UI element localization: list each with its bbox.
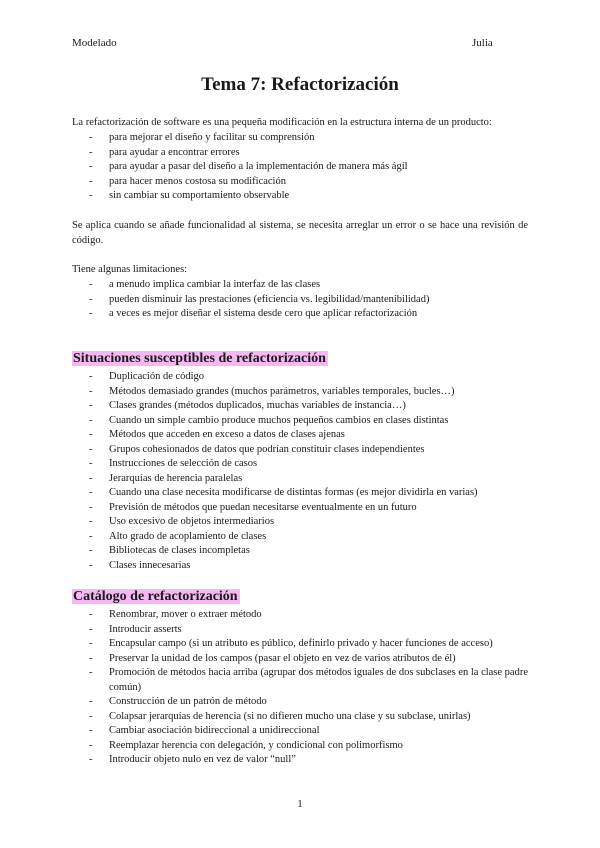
list-item: - Clases grandes (métodos duplicados, muchas variables de instancia…) — [72, 399, 528, 414]
list-item: - Uso excesivo de objetos intermediarios — [72, 515, 528, 530]
section-heading-catalog-text: Catálogo de refactorización — [73, 589, 238, 604]
list-item: - Jerarquías de herencia paralelas — [72, 472, 528, 487]
list-item: - Encapsular campo (si un atributo es público, definirlo privado y hacer funciones de acceso) — [72, 637, 528, 652]
list-item: - para hacer menos costosa su modificación — [72, 175, 528, 190]
section-heading-situations-text: Situaciones susceptibles de refactorización — [73, 351, 326, 366]
list-item: - Grupos cohesionados de datos que podrían constituir clases independientes — [72, 443, 528, 458]
list-item: - Clases innecesarias — [72, 559, 528, 574]
list-item: - a menudo implica cambiar la interfaz de las clases — [72, 278, 528, 293]
section-heading-situations — [72, 350, 328, 368]
list-item: - Métodos demasiado grandes (muchos parámetros, variables temporales, bucles…) — [72, 385, 528, 400]
situations-list — [72, 370, 528, 573]
header-left: Modelado — [72, 37, 117, 49]
applies-paragraph: Se aplica cuando se añade funcionalidad al sistema, se necesita arreglar un error o se hace una revisión de código. — [72, 220, 528, 246]
section-heading-catalog — [72, 588, 240, 606]
list-item: - Cambiar asociación bidireccional a unidireccional — [72, 724, 528, 739]
list-item: - Renombrar, mover o extraer método — [72, 608, 528, 623]
list-item: - Bibliotecas de clases incompletas — [72, 544, 528, 559]
list-item: - Métodos que acceden en exceso a datos de clases ajenas — [72, 428, 528, 443]
list-item: - pueden disminuir las prestaciones (eficiencia vs. legibilidad/mantenibilidad) — [72, 293, 528, 308]
list-item: - Construcción de un patrón de método — [72, 695, 528, 710]
list-item: - Preservar la unidad de los campos (pasar el objeto en vez de varios atributos de él) — [72, 652, 528, 667]
intro-paragraph: La refactorización de software es una pequeña modificación en la estructura interna de un producto: — [72, 117, 492, 128]
list-item: - para ayudar a encontrar errores — [72, 146, 528, 161]
limitations-list — [72, 278, 528, 322]
list-item: - Promoción de métodos hacia arriba (agrupar dos métodos iguales de dos subclases en la clase padre común) — [72, 666, 528, 695]
page-title: Tema 7: Refactorización — [201, 74, 399, 95]
list-item: - para ayudar a pasar del diseño a la implementación de manera más ágil — [72, 160, 528, 175]
limitations-paragraph: Tiene algunas limitaciones: — [72, 264, 188, 275]
list-item: - Introducir asserts — [72, 623, 528, 638]
list-item: - Cuando una clase necesita modificarse de distintas formas (es mejor dividirla en varias) — [72, 486, 528, 501]
intro-list — [72, 131, 528, 204]
list-item: - Duplicación de código — [72, 370, 528, 385]
list-item: - para mejorar el diseño y facilitar su comprensión — [72, 131, 528, 146]
list-item: - Cuando un simple cambio produce muchos pequeños cambios en clases distintas — [72, 414, 528, 429]
list-item: - Colapsar jerarquías de herencia (si no difieren mucho una clase y su subclase, unirlas) — [72, 710, 528, 725]
list-item: - a veces es mejor diseñar el sistema desde cero que aplicar refactorización — [72, 307, 528, 322]
list-item: - Instrucciones de selección de casos — [72, 457, 528, 472]
page-number: 1 — [297, 798, 303, 810]
list-item: - Reemplazar herencia con delegación, y condicional con polimorfismo — [72, 739, 528, 754]
list-item: - Alto grado de acoplamiento de clases — [72, 530, 528, 545]
list-item: - Previsión de métodos que puedan necesitarse eventualmente en un futuro — [72, 501, 528, 516]
header-right: Julia — [472, 37, 493, 49]
list-item: - Introducir objeto nulo en vez de valor “null” — [72, 753, 528, 768]
catalog-list — [72, 608, 528, 768]
list-item: - sin cambiar su comportamiento observable — [72, 189, 528, 204]
